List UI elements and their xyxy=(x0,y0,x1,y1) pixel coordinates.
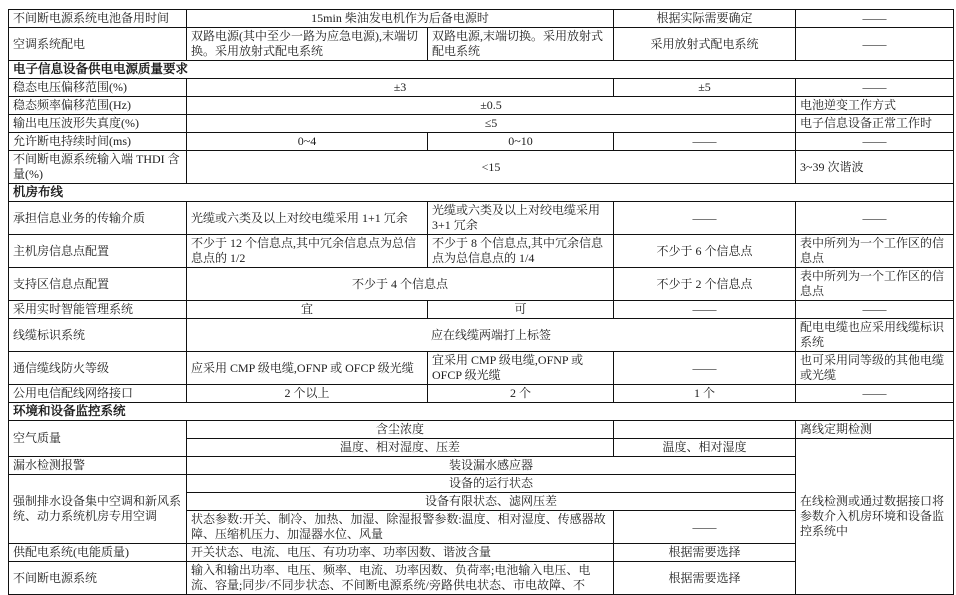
table-cell: 根据需要选择 xyxy=(614,544,796,562)
table-cell: 宜采用 CMP 级电缆,OFNP 或 OFCP 级光缆 xyxy=(428,352,614,385)
table-cell: 温度、相对湿度 xyxy=(614,439,796,457)
section-title: 环境和设备监控系统 xyxy=(9,403,954,421)
note-cell: 3~39 次谐波 xyxy=(796,151,954,184)
empty-cell xyxy=(614,421,796,439)
table-row xyxy=(9,133,954,151)
table-cell: <15 xyxy=(187,151,796,184)
row-label: 强制排水设备集中空调和新风系统、动力系统机房专用空调 xyxy=(9,475,187,544)
table-cell: 2 个 xyxy=(428,385,614,403)
table-cell: 光缆或六类及以上对绞电缆采用 1+1 冗余 xyxy=(187,202,428,235)
note-cell: 表中所列为一个工作区的信息点 xyxy=(796,268,954,301)
note-cell: 在线检测或通过数据接口将参数介入机房环境和设备监控系统中 xyxy=(796,439,954,595)
row-label: 不间断电源系统电池备用时间 xyxy=(9,10,187,28)
table-row xyxy=(9,352,954,385)
table-cell: 根据实际需要确定 xyxy=(614,10,796,28)
dash-cell: —— xyxy=(796,133,954,151)
dash-cell: —— xyxy=(796,28,954,61)
section-title: 机房布线 xyxy=(9,184,954,202)
row-label: 空调系统配电 xyxy=(9,28,187,61)
table-cell: 状态参数:开关、制冷、加热、加湿、除湿报警参数:温度、相对湿度、传感器故障、压缩机压力、加湿器水位、风量 xyxy=(187,511,614,544)
table-cell: 根据需要选择 xyxy=(614,562,796,595)
table-row xyxy=(9,268,954,301)
table-cell: 应采用 CMP 级电缆,OFNP 或 OFCP 级光缆 xyxy=(187,352,428,385)
dash-cell: —— xyxy=(614,202,796,235)
row-label: 不间断电源系统输入端 THDI 含量(%) xyxy=(9,151,187,184)
table-row xyxy=(9,10,954,28)
table-cell: ±0.5 xyxy=(187,97,796,115)
note-cell: 离线定期检测 xyxy=(796,421,954,439)
row-label: 漏水检测报警 xyxy=(9,457,187,475)
table-row xyxy=(9,319,954,352)
row-label: 空气质量 xyxy=(9,421,187,457)
section-title: 电子信息设备供电电源质量要求 xyxy=(9,61,954,79)
table-row xyxy=(9,115,954,133)
note-cell: 配电电缆也应采用线缆标识系统 xyxy=(796,319,954,352)
table-row xyxy=(9,421,954,439)
row-label: 允许断电持续时间(ms) xyxy=(9,133,187,151)
row-label: 线缆标识系统 xyxy=(9,319,187,352)
row-label: 支持区信息点配置 xyxy=(9,268,187,301)
table-cell: 装设漏水感应器 xyxy=(187,457,796,475)
table-cell: 不少于 4 个信息点 xyxy=(187,268,614,301)
table-cell: 15min 柴油发电机作为后备电源时 xyxy=(187,10,614,28)
table-cell: 不少于 12 个信息点,其中冗余信息点为总信息点的 1/2 xyxy=(187,235,428,268)
row-label: 承担信息业务的传输介质 xyxy=(9,202,187,235)
note-cell: 电池逆变工作方式 xyxy=(796,97,954,115)
row-label: 主机房信息点配置 xyxy=(9,235,187,268)
table-cell: 宜 xyxy=(187,301,428,319)
table-row xyxy=(9,235,954,268)
dash-cell: —— xyxy=(614,511,796,544)
table-cell: 0~10 xyxy=(428,133,614,151)
table-row xyxy=(9,301,954,319)
spec-table xyxy=(8,9,954,595)
table-cell: 设备有限状态、滤网压差 xyxy=(187,493,796,511)
dash-cell: —— xyxy=(796,301,954,319)
note-cell: 电子信息设备正常工作时 xyxy=(796,115,954,133)
row-label: 公用电信配线网络接口 xyxy=(9,385,187,403)
dash-cell: —— xyxy=(796,385,954,403)
table-cell: 应在线缆两端打上标签 xyxy=(187,319,796,352)
table-cell: 开关状态、电流、电压、有功功率、功率因数、谐波含量 xyxy=(187,544,614,562)
table-cell: 可 xyxy=(428,301,614,319)
table-cell: 双路电源(其中至少一路为应急电源),末端切换。采用放射式配电系统 xyxy=(187,28,428,61)
section-header-row xyxy=(9,184,954,202)
table-cell: 温度、相对湿度、压差 xyxy=(187,439,614,457)
row-label: 稳态电压偏移范围(%) xyxy=(9,79,187,97)
spec-table-body xyxy=(9,10,954,595)
table-cell: 光缆或六类及以上对绞电缆采用 3+1 冗余 xyxy=(428,202,614,235)
note-cell: 也可采用同等级的其他电缆或光缆 xyxy=(796,352,954,385)
note-cell: 表中所列为一个工作区的信息点 xyxy=(796,235,954,268)
dash-cell: —— xyxy=(614,133,796,151)
table-cell: 设备的运行状态 xyxy=(187,475,796,493)
table-cell: 不少于 2 个信息点 xyxy=(614,268,796,301)
section-header-row xyxy=(9,403,954,421)
dash-cell: —— xyxy=(614,301,796,319)
row-label: 输出电压波形失真度(%) xyxy=(9,115,187,133)
table-cell: ≤5 xyxy=(187,115,796,133)
table-cell: 含尘浓度 xyxy=(187,421,614,439)
row-label: 采用实时智能管理系统 xyxy=(9,301,187,319)
dash-cell: —— xyxy=(796,79,954,97)
table-cell: ±3 xyxy=(187,79,614,97)
table-row xyxy=(9,385,954,403)
table-cell: 不少于 8 个信息点,其中冗余信息点为总信息点的 1/4 xyxy=(428,235,614,268)
table-cell: 采用放射式配电系统 xyxy=(614,28,796,61)
table-cell: 0~4 xyxy=(187,133,428,151)
row-label: 稳态频率偏移范围(Hz) xyxy=(9,97,187,115)
table-cell: 输入和输出功率、电压、频率、电流、功率因数、负荷率;电池输入电压、电流、容量;同步/不同步状态、不间断电源系统/旁路供电状态、市电故障、不 xyxy=(187,562,614,595)
table-row xyxy=(9,79,954,97)
table-row xyxy=(9,28,954,61)
table-cell: 1 个 xyxy=(614,385,796,403)
row-label: 通信缆线防火等级 xyxy=(9,352,187,385)
table-cell: 不少于 6 个信息点 xyxy=(614,235,796,268)
dash-cell: —— xyxy=(796,202,954,235)
row-label: 不间断电源系统 xyxy=(9,562,187,595)
table-row xyxy=(9,97,954,115)
section-header-row xyxy=(9,61,954,79)
row-label: 供配电系统(电能质量) xyxy=(9,544,187,562)
dash-cell: —— xyxy=(614,352,796,385)
table-cell: 双路电源,末端切换。采用放射式配电系统 xyxy=(428,28,614,61)
table-row xyxy=(9,202,954,235)
table-cell: 2 个以上 xyxy=(187,385,428,403)
table-cell: ±5 xyxy=(614,79,796,97)
dash-cell: —— xyxy=(796,10,954,28)
table-row xyxy=(9,151,954,184)
